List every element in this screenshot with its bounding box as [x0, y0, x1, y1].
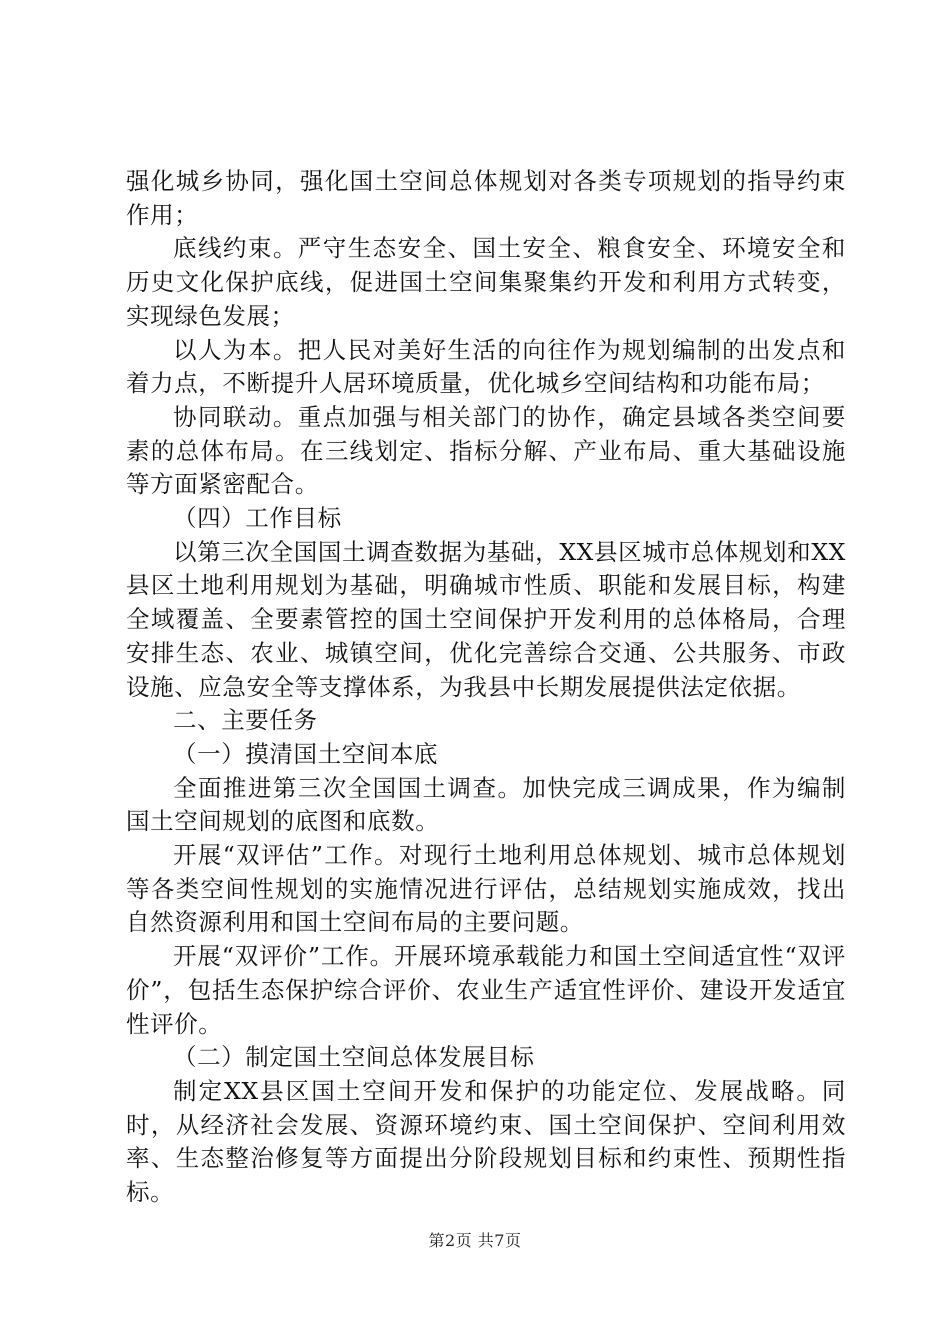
paragraph-continuation: 强化城乡协同，强化国土空间总体规划对各类专项规划的指导约束作用；: [126, 167, 846, 229]
paragraph-people-oriented: 以人为本。把人民对美好生活的向往作为规划编制的出发点和着力点，不断提升人居环境质量，优化城乡空间结构和功能布局；: [126, 335, 846, 398]
paragraph-work-goals: 以第三次全国国土调查数据为基础，XX县区城市总体规划和XX县区土地利用规划为基础，明确城市性质、职能和发展目标，构建全域覆盖、全要素管控的国土空间保护开发利用的总体格局，合理安排生态、农业、城镇空间，优化完善综合交通、公共服务、市政设施、应急安全等支撑体系，为我县中长期发展提供法定依据。: [126, 537, 846, 701]
paragraph-bottom-line-constraint: 底线约束。严守生态安全、国土安全、粮食安全、环境安全和历史文化保护底线，促进国土空间集聚集约开发和利用方式转变，实现绿色发展；: [126, 234, 846, 330]
document-body: [126, 165, 846, 1210]
paragraph-coordination: 协同联动。重点加强与相关部门的协作，确定县域各类空间要素的总体布局。在三线划定、指标分解、产业布局、重大基础设施等方面紧密配合。: [126, 402, 846, 499]
subsection-heading-survey: （一）摸清国土空间本底: [173, 739, 439, 768]
subsection-heading-development-goals: （二）制定国土空间总体发展目标: [173, 1043, 535, 1072]
paragraph-double-evaluation: 开展“双评价”工作。开展环境承载能力和国土空间适宜性“双评价”，包括生态保护综合评价、农业生产适宜性评价、建设开发适宜性评价。: [126, 942, 846, 1038]
section-heading-work-goals: （四）工作目标: [173, 504, 342, 533]
page-footer: 第2页 共7页: [428, 1231, 522, 1250]
section-heading-main-tasks: 二、主要任务: [173, 706, 318, 735]
paragraph-development-goals: 制定XX县区国土空间开发和保护的功能定位、发展战略。同时，从经济社会发展、资源环境约束、国土空间保护、空间利用效率、生态整治修复等方面提出分阶段规划目标和约束性、预期性指标。: [126, 1076, 846, 1207]
paragraph-land-survey: 全面推进第三次全国国土调查。加快完成三调成果，作为编制国土空间规划的底图和底数。: [126, 773, 846, 836]
paragraph-double-assessment: 开展“双评估”工作。对现行土地利用总体规划、城市总体规划等各类空间性规划的实施情况进行评估，总结规划实施成效，找出自然资源利用和国土空间布局的主要问题。: [126, 841, 846, 937]
